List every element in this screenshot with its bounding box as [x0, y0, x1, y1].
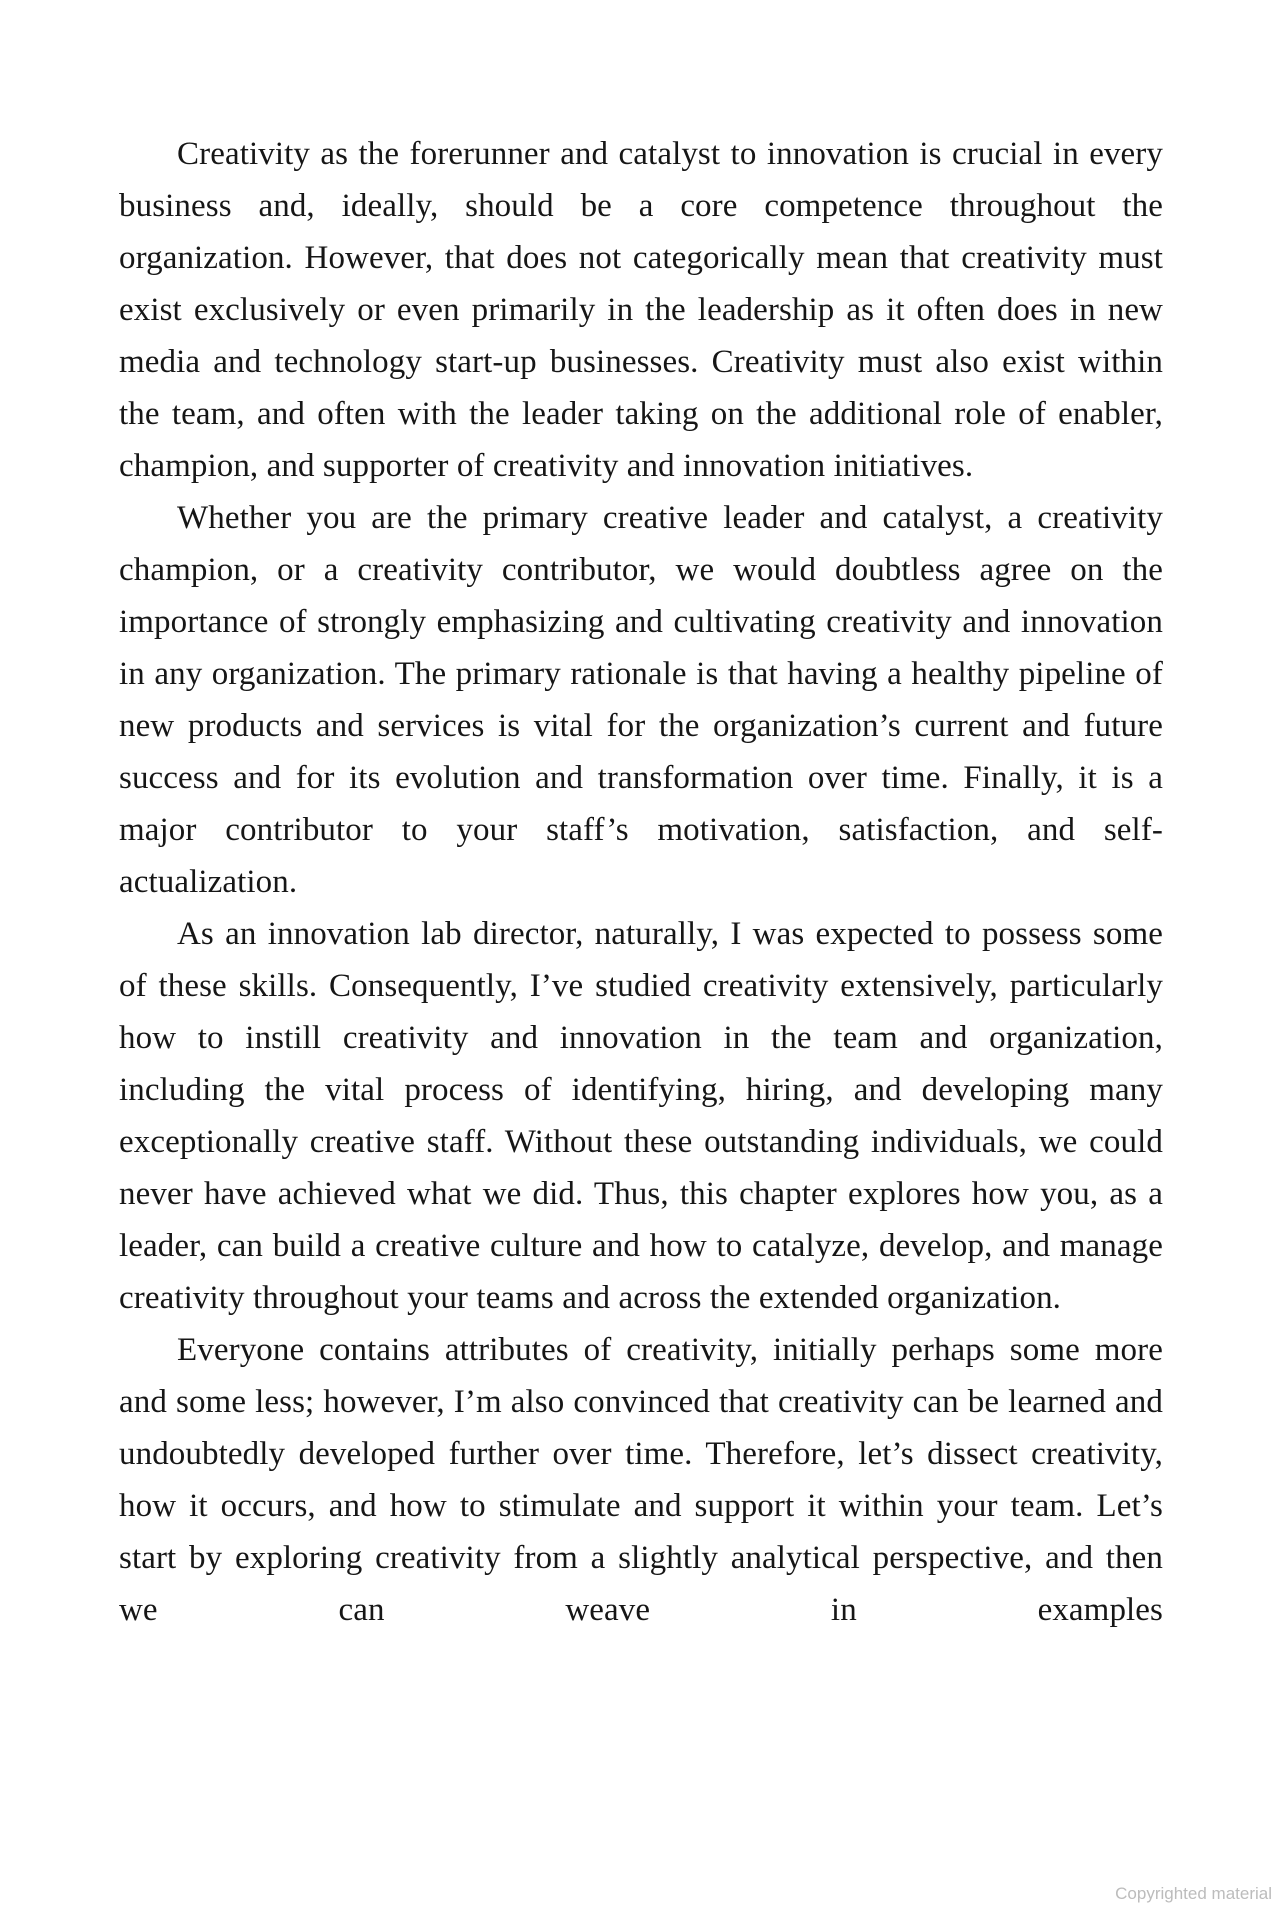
- paragraph-2: Whether you are the primary creative leader and catalyst, a creativity champion, or a creativity contributor, we would doubtless agree on the importance of strongly emphasizing and cultivating creativity and innovation in any organization. The primary rationale is that having a healthy pipeline of new products and services is vital for the organization’s current and future success and for its evolution and transformation over time. Finally, it is a major contributor to your staff’s motivation, satisfaction, and self-actualization.: [119, 500, 1163, 900]
- paragraph-1: Creativity as the forerunner and catalyst to innovation is crucial in every business and, ideally, should be a core competence throughout the organization. However, that does not categorically mean that creativity must exist exclusively or even primarily in the leadership as it often does in new media and technology start-up businesses. Creativity must also exist within the team, and often with the leader taking on the additional role of enabler, champion, and supporter of creativity and innovation initiatives.: [119, 136, 1163, 484]
- paragraph-3: As an innovation lab director, naturally, I was expected to possess some of these skills. Consequently, I’ve studied creativity extensively, particularly how to instill creativity and innovation in the team and organization, including the vital process of identifying, hiring, and developing many exceptionally creative staff. Without these outstanding individuals, we could never have achieved what we did. Thus, this chapter explores how you, as a leader, can build a creative culture and how to catalyze, develop, and manage creativity throughout your teams and across the extended organization.: [119, 916, 1163, 1316]
- paragraph-4: Everyone contains attributes of creativity, initially perhaps some more and some less; however, I’m also convinced that creativity can be learned and undoubtedly developed further over time. Therefore, let’s dissect creativity, how it occurs, and how to stimulate and support it within your team. Let’s start by exploring creativity from a slightly analytical perspective, and then we can weave in examples: [119, 1332, 1163, 1628]
- page-text: [119, 128, 1163, 1636]
- copyright-watermark: Copyrighted material: [1115, 1884, 1272, 1903]
